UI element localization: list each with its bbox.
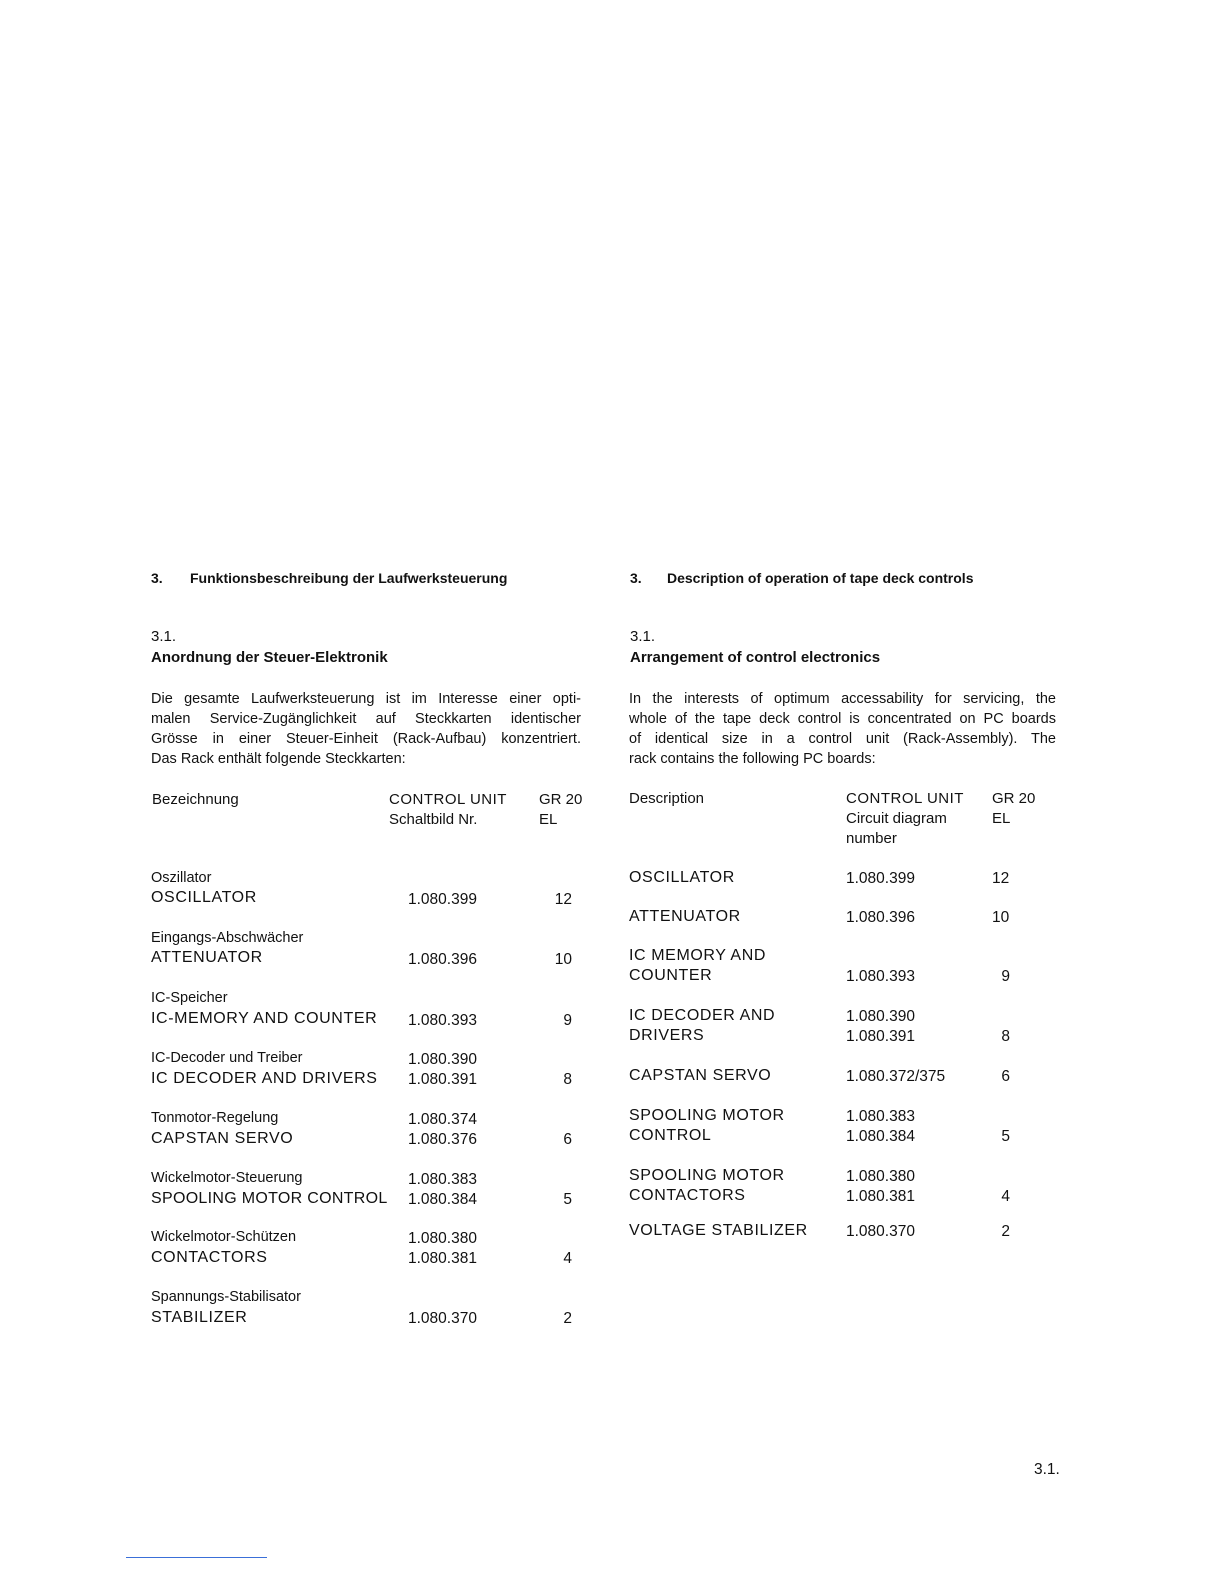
left-intro-paragraph [151, 689, 581, 769]
right-subsection-number: 3.1. [630, 628, 656, 645]
right-row-gr-value: 6 [1001, 1068, 1010, 1085]
right-row-gr-value: 8 [1001, 1028, 1010, 1045]
right-row-diagram-number: 1.080.380 [846, 1168, 915, 1185]
right-row-label: CAPSTAN SERVO [629, 1067, 772, 1084]
right-row-diagram-number: 1.080.370 [846, 1223, 915, 1240]
left-section-title: Funktionsbeschreibung der Laufwerksteuerung [190, 570, 508, 586]
right-row-diagram-number: 1.080.393 [846, 968, 915, 985]
right-subsection-title: Arrangement of control electronics [630, 649, 881, 666]
right-row-label: IC DECODER AND [629, 1007, 776, 1024]
left-row-german-label: IC-Decoder und Treiber [151, 1050, 303, 1066]
left-row-diagram-number: 1.080.380 [408, 1230, 477, 1247]
right-para-line: rack contains the following PC boards: [629, 751, 876, 767]
left-col-unit-subheader: Schaltbild Nr. [389, 811, 478, 828]
left-row-german-label: IC-Speicher [151, 990, 228, 1006]
right-row-gr-value: 12 [992, 870, 1010, 887]
left-row-gr-value: 2 [563, 1310, 572, 1327]
right-row-diagram-number: 1.080.372/375 [846, 1068, 946, 1085]
left-col-el-header: EL [539, 811, 558, 828]
right-col-el-header: EL [992, 810, 1011, 827]
left-row-diagram-number: 1.080.390 [408, 1051, 477, 1068]
right-col-label-header: Description [629, 790, 705, 807]
right-row-diagram-number: 1.080.384 [846, 1128, 915, 1145]
left-row-diagram-number: 1.080.374 [408, 1111, 477, 1128]
left-row-diagram-number: 1.080.384 [408, 1191, 477, 1208]
left-row-english-label: IC-MEMORY AND COUNTER [151, 1010, 378, 1027]
left-row-german-label: Wickelmotor-Steuerung [151, 1170, 303, 1186]
right-col-unit-subheader: Circuit diagram [846, 810, 947, 827]
right-para-line: In the interests of optimum accessability for servicing, the [629, 691, 1056, 707]
right-row-label: IC MEMORY AND [629, 947, 767, 964]
right-section-title: Description of operation of tape deck controls [667, 570, 974, 586]
right-section-number: 3. [630, 570, 642, 586]
left-row-english-label: IC DECODER AND DRIVERS [151, 1070, 378, 1087]
right-col-unit-subheader: number [846, 830, 897, 847]
right-row-gr-value: 5 [1001, 1128, 1010, 1145]
left-subsection-title: Anordnung der Steuer-Elektronik [151, 649, 388, 666]
page-number: 3.1. [1034, 1461, 1060, 1478]
left-row-english-label: CAPSTAN SERVO [151, 1130, 294, 1147]
left-col-gr-header: GR 20 [539, 791, 583, 808]
left-para-line: Grösse in einer Steuer-Einheit (Rack-Aufbau) konzentriert. [151, 731, 581, 747]
left-col-label-header: Bezeichnung [152, 791, 239, 808]
right-row-gr-value: 10 [992, 909, 1010, 926]
right-row-diagram-number: 1.080.391 [846, 1028, 915, 1045]
right-row-label-continued: COUNTER [629, 967, 713, 984]
right-row-diagram-number: 1.080.381 [846, 1188, 915, 1205]
right-row-label-continued: CONTACTORS [629, 1187, 746, 1204]
left-row-diagram-number: 1.080.376 [408, 1131, 477, 1148]
right-row-gr-value: 4 [1001, 1188, 1010, 1205]
right-row-diagram-number: 1.080.390 [846, 1008, 915, 1025]
right-row-label-continued: DRIVERS [629, 1027, 705, 1044]
right-row-label: ATTENUATOR [629, 908, 741, 925]
left-row-german-label: Oszillator [151, 870, 212, 886]
left-row-gr-value: 4 [563, 1250, 572, 1267]
left-para-line: Das Rack enthält folgende Steckkarten: [151, 751, 406, 767]
left-row-gr-value: 8 [563, 1071, 572, 1088]
right-row-label: OSCILLATOR [629, 869, 735, 886]
left-row-diagram-number: 1.080.393 [408, 1012, 477, 1029]
left-row-english-label: OSCILLATOR [151, 889, 257, 906]
left-row-english-label: CONTACTORS [151, 1249, 268, 1266]
left-section-number: 3. [151, 570, 163, 586]
left-row-diagram-number: 1.080.396 [408, 951, 477, 968]
left-row-diagram-number: 1.080.391 [408, 1071, 477, 1088]
left-row-gr-value: 9 [563, 1012, 572, 1029]
left-row-gr-value: 10 [554, 951, 572, 968]
left-col-unit-header: CONTROL UNIT [389, 791, 507, 808]
left-row-german-label: Eingangs-Abschwächer [151, 930, 304, 946]
right-row-diagram-number: 1.080.396 [846, 909, 915, 926]
right-col-gr-header: GR 20 [992, 790, 1036, 807]
bottom-rule [126, 1557, 267, 1558]
left-row-gr-value: 6 [563, 1131, 572, 1148]
left-row-german-label: Spannungs-Stabilisator [151, 1289, 301, 1305]
left-row-diagram-number: 1.080.370 [408, 1310, 477, 1327]
left-row-diagram-number: 1.080.383 [408, 1171, 477, 1188]
right-row-diagram-number: 1.080.383 [846, 1108, 915, 1125]
left-para-line: malen Service-Zugänglichkeit auf Steckkarten identischer [151, 711, 581, 727]
right-row-label: SPOOLING MOTOR [629, 1107, 785, 1124]
left-row-diagram-number: 1.080.399 [408, 891, 477, 908]
left-row-english-label: ATTENUATOR [151, 949, 263, 966]
left-row-diagram-number: 1.080.381 [408, 1250, 477, 1267]
right-col-unit-header: CONTROL UNIT [846, 790, 964, 807]
left-subsection-number: 3.1. [151, 628, 177, 645]
right-para-line: of identical size in a control unit (Rack-Assembly). The [629, 731, 1056, 747]
right-intro-paragraph [629, 689, 1056, 769]
left-row-german-label: Tonmotor-Regelung [151, 1110, 279, 1126]
right-row-gr-value: 9 [1001, 968, 1010, 985]
left-row-gr-value: 5 [563, 1191, 572, 1208]
right-row-gr-value: 2 [1001, 1223, 1010, 1240]
left-row-english-label: STABILIZER [151, 1309, 248, 1326]
right-para-line: whole of the tape deck control is concentrated on PC boards [629, 711, 1056, 727]
left-row-gr-value: 12 [554, 891, 572, 908]
right-row-label: SPOOLING MOTOR [629, 1167, 785, 1184]
right-row-label-continued: CONTROL [629, 1127, 712, 1144]
left-row-english-label: SPOOLING MOTOR CONTROL [151, 1190, 388, 1207]
left-row-german-label: Wickelmotor-Schützen [151, 1229, 297, 1245]
right-row-label: VOLTAGE STABILIZER [629, 1222, 808, 1239]
right-row-diagram-number: 1.080.399 [846, 870, 915, 887]
left-para-line: Die gesamte Laufwerksteuerung ist im Interesse einer opti- [151, 691, 581, 707]
